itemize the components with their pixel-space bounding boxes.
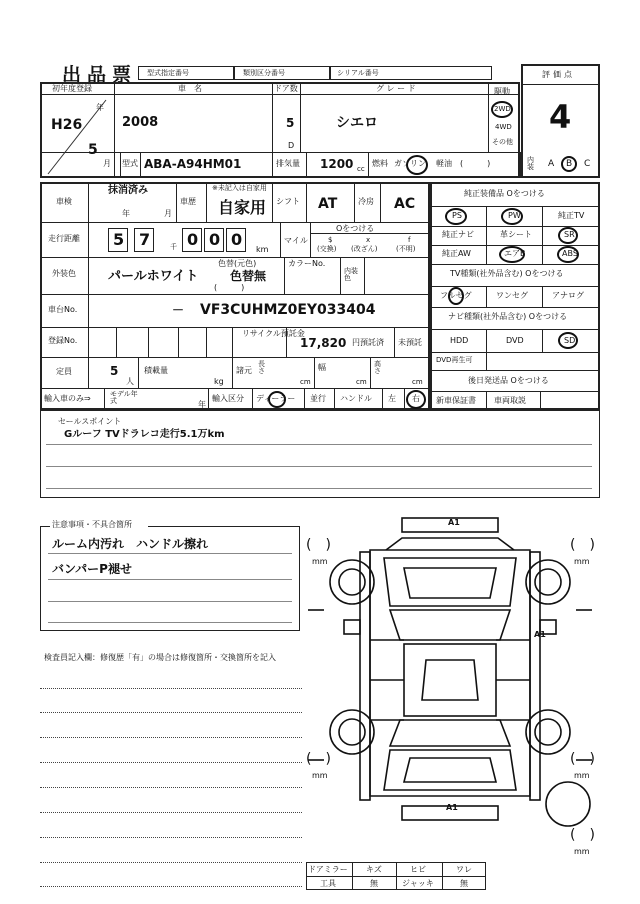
recycle-label: リサイクル預託金 <box>242 329 305 338</box>
footer-tools-label: 工具 <box>320 879 336 888</box>
footer-header-mirror: ドアミラー <box>308 865 348 874</box>
mileage-digit-1: 5 <box>113 230 125 249</box>
interior-color-label: 内装色 <box>344 267 358 282</box>
interior-b: B <box>566 159 573 169</box>
bracket-spare: ( ) <box>570 827 595 843</box>
body-outline <box>370 550 530 796</box>
history-value: 自家用 <box>218 198 267 217</box>
car-damage-diagram <box>306 510 606 843</box>
equip-navi: 純正ナビ <box>442 230 474 239</box>
displacement-unit: cc <box>357 165 365 173</box>
equip-pw-circle <box>501 208 523 225</box>
navi-hdd: HDD <box>450 336 469 345</box>
sales-point-label: セールスポイント <box>58 417 122 426</box>
evaluation-label: 評価点 <box>542 70 575 79</box>
windshield <box>390 610 510 640</box>
equip-ps-circle <box>445 208 467 225</box>
damage-mark-front: A1 <box>448 518 460 527</box>
inspection-month: 月 <box>164 209 172 218</box>
right-side-strip <box>530 552 540 800</box>
unknown-sym: f <box>408 236 411 244</box>
handle-label: ハンドル <box>340 394 372 403</box>
color-change-paren: ( ) <box>214 283 245 292</box>
color-change-label: 色替(元色) <box>218 259 257 268</box>
navi-title: ナビ種類(社外品含む) Oをつける <box>448 312 568 321</box>
handle-right-circle <box>406 390 426 409</box>
wheel-rear-left <box>330 710 374 754</box>
interior-a: A <box>548 159 555 169</box>
equip-tv: 純正TV <box>558 211 585 220</box>
spare-wheel <box>546 782 590 826</box>
drive-other: その他 <box>492 138 513 146</box>
bracket-front-right: ( ) <box>570 537 595 553</box>
navi-sd-circle <box>558 332 578 349</box>
equip-pw: PW <box>508 211 521 220</box>
tamper-sym: x <box>366 236 371 244</box>
wheel-front-left <box>330 560 374 604</box>
tv-fullseg-circle <box>448 287 464 305</box>
equip-sr-circle <box>558 227 578 244</box>
hood-top <box>386 538 514 550</box>
drive-2wd-circle <box>491 101 513 118</box>
capacity-value: 5 <box>110 364 119 378</box>
color-value: パールホワイト <box>108 269 199 284</box>
fuel-paren: ( ) <box>460 159 491 168</box>
car-name-value: 2008 <box>122 115 159 130</box>
dvd-playback: DVD再生可 <box>436 356 473 364</box>
mileage-digit-2: 7 <box>139 230 151 249</box>
footer-header-scratch: キズ <box>366 865 382 874</box>
equip-airbag: エアB <box>504 249 526 258</box>
parallel: 並行 <box>310 394 326 403</box>
length-unit: cm <box>300 378 311 386</box>
history-label: 車歴 <box>180 197 196 206</box>
tamper-label: (改ざん) <box>351 245 378 253</box>
mm-spare: mm <box>574 847 590 856</box>
sales-point-box <box>40 410 600 498</box>
doors-label: ドア数 <box>274 84 298 93</box>
fuel-oil: 軽油 <box>436 159 452 168</box>
mm-rear-left: mm <box>312 771 328 780</box>
footer-tools-value: 無 <box>370 879 378 888</box>
recycle-unit: 円預託済 <box>352 338 384 347</box>
chassis-value: VF3CUHMZ0EY033404 <box>200 302 376 318</box>
ac-label: 冷房 <box>358 197 374 206</box>
trunk-panel <box>384 750 516 790</box>
color-change-value: 色替無 <box>230 269 267 283</box>
mm-front-left: mm <box>312 557 328 566</box>
length-label: 長さ <box>258 360 265 375</box>
mileage-unit: km <box>256 245 269 254</box>
car-name-label: 車 名 <box>178 84 202 93</box>
navi-sd: SD <box>564 336 576 345</box>
equip-abs-circle <box>557 246 579 263</box>
handle-left: 左 <box>388 394 396 403</box>
wheel-front-right <box>526 560 570 604</box>
unknown-label: (不明) <box>396 245 416 253</box>
navi-dvd: DVD <box>506 336 524 345</box>
model-year-label: モデル年式 <box>110 390 138 405</box>
roof-panel <box>404 644 496 716</box>
drive-2wd: 2WD <box>494 105 511 113</box>
inspection-label: 車検 <box>56 197 72 206</box>
fuel-gas: ガソリン <box>394 159 426 168</box>
equip-leather: 革シート <box>500 230 532 239</box>
engine-bay <box>404 568 496 598</box>
mm-rear-right: mm <box>574 771 590 780</box>
notes-line-1: ルーム内汚れ ハンドル擦れ <box>52 537 209 551</box>
bracket-rear-right: ( ) <box>570 751 595 767</box>
displacement-value: 1200 <box>320 157 354 171</box>
damage-mark-right: A1 <box>534 630 546 639</box>
form-title: 出品票 <box>62 64 138 86</box>
drive-4wd: 4WD <box>495 123 512 131</box>
capacity-label: 定員 <box>56 367 72 376</box>
equip-abs: ABS <box>562 249 578 258</box>
color-label: 外装色 <box>52 269 76 278</box>
fuel-gas-circle <box>406 155 428 175</box>
later-manual: 車両取説 <box>494 396 526 405</box>
wheel-rear-right <box>526 710 570 754</box>
equipment-title: 純正装備品 Oをつける <box>464 189 545 198</box>
serial-box <box>330 66 492 80</box>
tv-fullseg: フルセグ <box>440 291 472 300</box>
recycle-value: 17,820 <box>300 336 347 350</box>
inspection-year: 年 <box>122 209 130 218</box>
color-no-label: カラーNo. <box>288 259 326 268</box>
mm-front-right: mm <box>574 557 590 566</box>
inspection-value: 抹消済み <box>108 185 148 196</box>
evaluation-score: 4 <box>549 98 572 136</box>
model-label: 型式 <box>122 159 138 168</box>
mile-label: マイル <box>284 236 308 245</box>
displacement-label: 排気量 <box>276 159 300 168</box>
equip-ps: PS <box>452 211 462 220</box>
dims-label: 諸元 <box>236 366 252 375</box>
capacity-unit: 人 <box>126 377 134 386</box>
handle-right: 右 <box>412 394 420 403</box>
doors-sub: D <box>288 141 295 150</box>
chassis-dash: － <box>172 303 185 317</box>
footer-jack-value: 無 <box>460 879 468 888</box>
width-label: 幅 <box>318 363 326 372</box>
first-reg-month: 5 <box>88 142 98 158</box>
fuel-label: 燃料 <box>372 159 388 168</box>
year-unit: 年 <box>96 103 104 112</box>
interior-c: C <box>584 159 591 169</box>
interior-b-circle <box>561 156 577 172</box>
exchange-sym: $ <box>328 236 333 244</box>
later-warranty: 新車保証書 <box>436 396 476 405</box>
category-label: 類別区分番号 <box>243 69 285 77</box>
load-label: 積載量 <box>144 366 168 375</box>
rear-window <box>390 720 510 746</box>
bracket-front-left: ( ) <box>306 537 331 553</box>
first-reg-label: 初年度登録 <box>52 84 92 93</box>
shift-value: AT <box>318 196 338 212</box>
damage-mark-rear: A1 <box>446 803 458 812</box>
mileage-label: 走行距離 <box>48 234 80 243</box>
width-unit: cm <box>356 378 367 386</box>
reg-no-label: 登録No. <box>48 336 78 345</box>
circle-note: Oをつける <box>336 224 375 233</box>
chassis-label: 車台No. <box>48 305 78 314</box>
tv-title: TV種類(社外品含む) Oをつける <box>450 269 564 278</box>
drive-label: 駆動 <box>494 87 510 96</box>
height-unit: cm <box>412 378 423 386</box>
grade-value: シエロ <box>336 115 378 131</box>
recycle-not: 未預託 <box>398 338 422 347</box>
mileage-digit-4: 0 <box>209 230 221 249</box>
dealer: ディーラー <box>256 394 296 403</box>
notes-line-2: バンパーP褪せ <box>52 562 132 576</box>
mileage-digit-5: 0 <box>231 230 243 249</box>
footer-jack-label: ジャッキ <box>402 879 434 888</box>
history-note: ※未記入は自家用 <box>212 184 267 192</box>
model-value: ABA-A94HM01 <box>144 157 242 171</box>
dealer-circle <box>268 391 286 408</box>
doors-value: 5 <box>286 116 295 130</box>
exchange-label: (交換) <box>317 245 337 253</box>
first-reg-year: H26 <box>51 117 83 133</box>
equip-sr: SR <box>564 230 575 239</box>
left-side-strip <box>360 552 370 800</box>
load-unit: kg <box>214 377 224 386</box>
category-box <box>234 66 330 80</box>
mileage-digit-3: 0 <box>187 230 199 249</box>
model-year-unit: 年 <box>198 400 206 409</box>
sales-point-text: Gルーフ TVドラレコ走行5.1万km <box>64 429 225 440</box>
trunk-inner <box>404 758 496 782</box>
tv-oneseg: ワンセグ <box>496 291 528 300</box>
height-label: 高さ <box>374 360 381 375</box>
inspector-label: 検査員記入欄：修復歴「有」の場合は修復箇所・交換箇所を記入 <box>44 653 276 662</box>
bracket-rear-left: ( ) <box>306 751 331 767</box>
serial-label: シリアル番号 <box>337 69 379 77</box>
later-title: 後日発送品 Oをつける <box>468 376 549 385</box>
tv-analog: アナログ <box>552 291 584 300</box>
shift-label: シフト <box>276 197 300 206</box>
type-cert-label: 型式指定番号 <box>147 69 189 77</box>
notes-label: 注意事項・不具合箇所 <box>52 520 132 529</box>
footer-header-crack: ヒビ <box>410 865 426 874</box>
mileage-sep: 千 <box>170 243 177 251</box>
type-cert-box <box>138 66 234 80</box>
equip-airbag-circle <box>499 246 525 263</box>
grade-label: グ レ ー ド <box>376 84 416 93</box>
equip-aw: 純正AW <box>442 249 471 258</box>
footer-header-break: ワレ <box>456 865 472 874</box>
roof-center <box>422 660 478 700</box>
month-unit: 月 <box>103 159 111 168</box>
import-category-label: 輸入区分 <box>212 394 244 403</box>
interior-label: 内装 <box>527 156 534 171</box>
ac-value: AC <box>394 196 416 212</box>
import-label: 輸入車のみ⇒ <box>44 394 91 403</box>
